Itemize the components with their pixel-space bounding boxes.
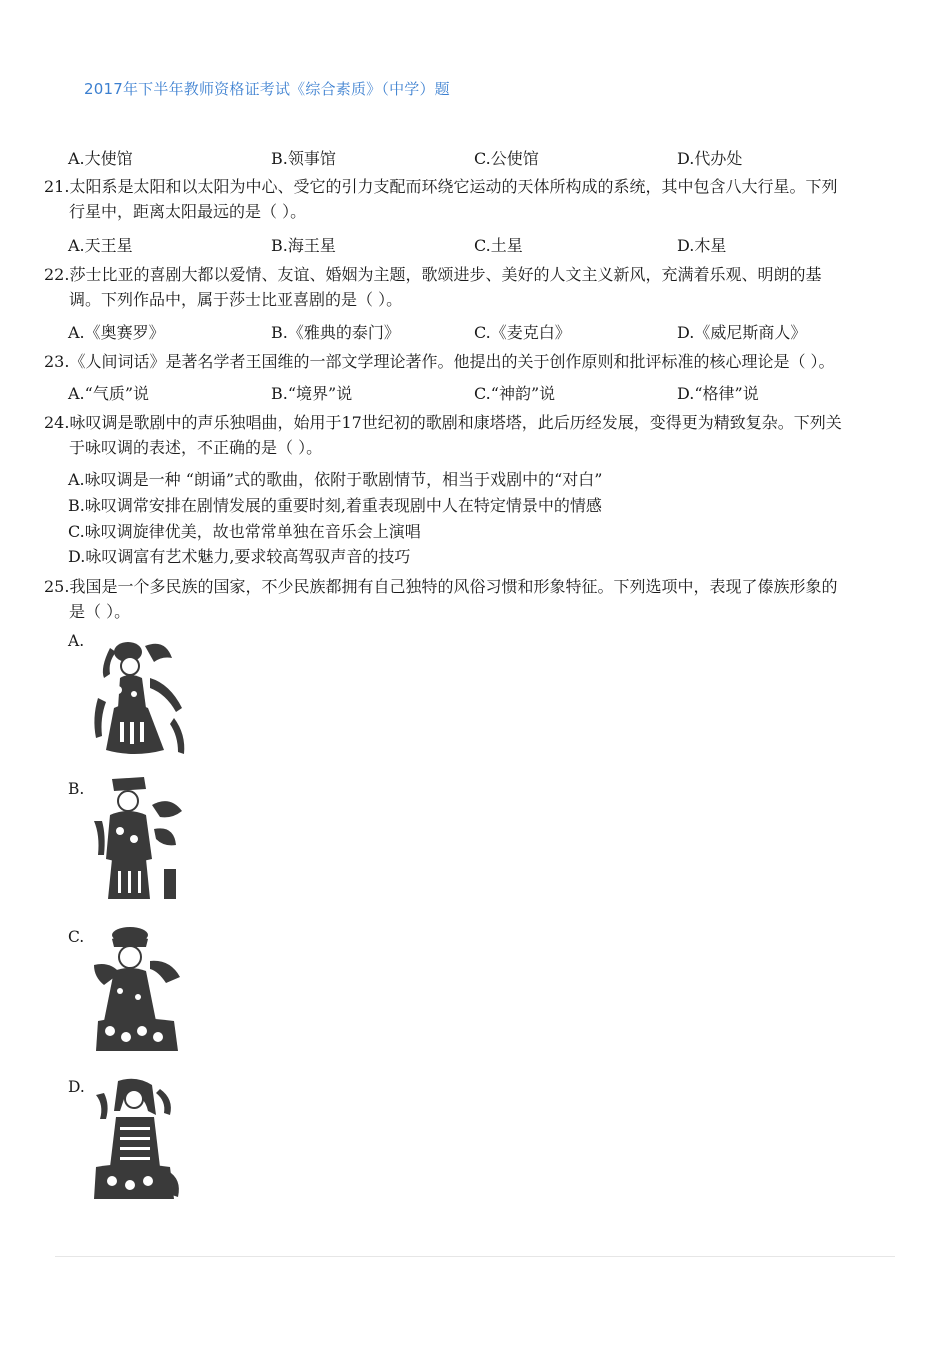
q22-text-line2: 调。下列作品中，属于莎士比亚喜剧的是（ ）。 <box>69 290 403 309</box>
q23-option-c: C.“神韵”说 <box>474 384 556 403</box>
q23-option-d: D.“格律”说 <box>677 384 759 403</box>
q24-option-c: C.咏叹调旋律优美，故也常常单独在音乐会上演唱 <box>68 522 421 541</box>
q22-option-d: D.《威尼斯商人》 <box>677 323 807 342</box>
page-header-title: 2017年下半年教师资格证考试《综合素质》（中学）题 <box>84 80 450 98</box>
q25-option-d-papercut-figure <box>90 1075 190 1203</box>
q25-text-line1: 25.我国是一个多民族的国家，不少民族都拥有自己独特的风俗习惯和形象特征。下列选项中，表现了傣族形象的 <box>44 577 838 596</box>
q23-option-b: B.“境界”说 <box>271 384 353 403</box>
q22-option-b: B.《雅典的泰门》 <box>271 323 400 342</box>
q21-text-line2: 行星中，距离太阳最远的是（ ）。 <box>69 202 307 221</box>
q21-options <box>68 233 880 256</box>
q21-option-c: C.土星 <box>474 236 523 255</box>
q25-option-c-label: C. <box>68 928 85 946</box>
q21-option-d: D.木星 <box>677 236 727 255</box>
q22-option-a: A.《奥赛罗》 <box>68 323 165 342</box>
q22-text-line1: 22.莎士比亚的喜剧大都以爱情、友谊、婚姻为主题，歌颂进步、美好的人文主义新风，充满着乐观、明朗的基 <box>44 265 822 284</box>
q20-option-c: C.公使馆 <box>474 149 539 168</box>
question-23 <box>44 349 894 374</box>
q25-option-b-label: B. <box>68 780 85 798</box>
q24-option-d: D.咏叹调富有艺术魅力,要求较高驾驭声音的技巧 <box>68 547 411 566</box>
q22-options <box>68 320 880 343</box>
question-24 <box>44 410 879 460</box>
q25-option-d-label: D. <box>68 1078 85 1096</box>
question-25 <box>44 574 879 624</box>
q20-options <box>68 146 880 169</box>
q20-option-d: D.代办处 <box>677 149 743 168</box>
q20-option-b: B.领事馆 <box>271 149 336 168</box>
q21-option-a: A.天王星 <box>68 236 133 255</box>
q24-option-b: B.咏叹调常安排在剧情发展的重要时刻,着重表现剧中人在特定情景中的情感 <box>68 496 602 515</box>
q22-option-c: C.《麦克白》 <box>474 323 571 342</box>
q24-text-line1: 24.咏叹调是歌剧中的声乐独唱曲，始用于17世纪初的歌剧和康塔塔，此后历经发展，变得更为精致复杂。下列关 <box>44 413 842 432</box>
footer-divider <box>55 1256 895 1257</box>
q21-option-b: B.海王星 <box>271 236 336 255</box>
q23-option-a: A.“气质”说 <box>68 384 150 403</box>
q23-text-line1: 23.《人间词话》是著名学者王国维的一部文学理论著作。他提出的关于创作原则和批评标准的核心理论是（ ）。 <box>44 352 835 371</box>
q23-options <box>68 381 880 404</box>
question-22 <box>44 262 879 312</box>
q25-option-b-papercut-figure <box>90 775 190 903</box>
q25-option-a-label: A. <box>68 632 85 650</box>
q25-option-a-papercut-figure <box>90 638 190 760</box>
q20-option-a: A.大使馆 <box>68 149 133 168</box>
q25-text-line2: 是（ ）。 <box>69 602 131 621</box>
question-21 <box>44 174 879 224</box>
q24-text-line2: 于咏叹调的表述，不正确的是（ ）。 <box>69 438 323 457</box>
q21-text-line1: 21.太阳系是太阳和以太阳为中心、受它的引力支配而环绕它运动的天体所构成的系统，其中包含八大行星。下列 <box>44 177 838 196</box>
q25-option-c-papercut-figure <box>90 925 190 1055</box>
q24-option-a: A.咏叹调是一种 “朗诵”式的歌曲，依附于歌剧情节，相当于戏剧中的“对白” <box>68 470 603 489</box>
